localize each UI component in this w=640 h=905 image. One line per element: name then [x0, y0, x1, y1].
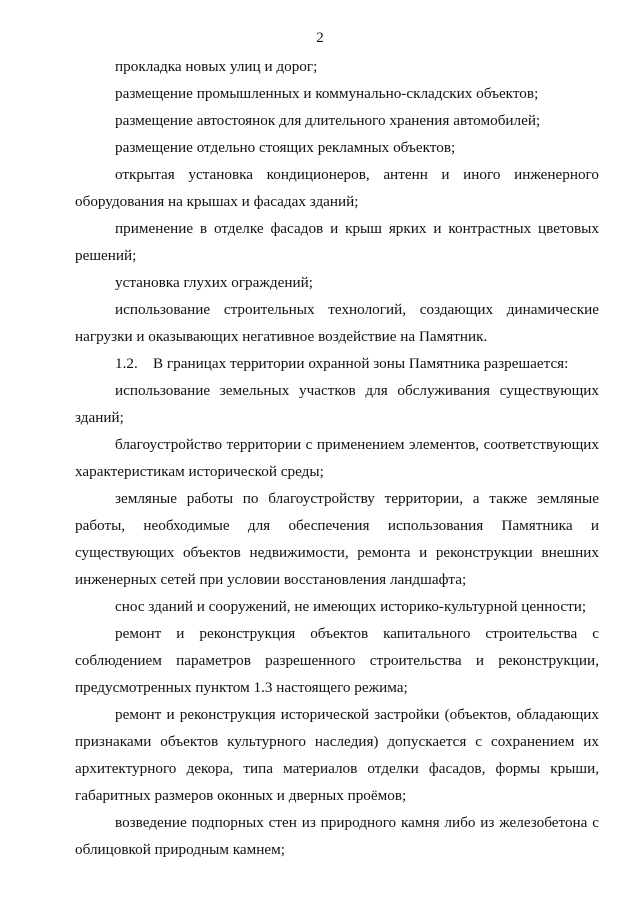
section-heading-1-2: 1.2. В границах территории охранной зоны Памятника разрешается:: [115, 355, 569, 372]
paragraph-historic-buildings: ремонт и реконструкция исторической застройки (объектов, обладающих признаками объектов культурного наследия) допускается с сохранением их архитектурного декора, типа материалов отделки фасадов, формы крыши, габаритных размеров оконных и дверных проёмов;: [75, 706, 599, 804]
paragraph-parking: размещение автостоянок для длительного хранения автомобилей;: [115, 112, 541, 129]
paragraph-landscaping: благоустройство территории с применением элементов, соответствующих характеристикам исторической среды;: [75, 436, 599, 480]
paragraph-demolition: снос зданий и сооружений, не имеющих историко-культурной ценности;: [115, 598, 587, 615]
paragraph-retaining-walls: возведение подпорных стен из природного камня либо из железобетона с облицовкой природным камнем;: [75, 814, 599, 858]
paragraph-earthworks: земляные работы по благоустройству территории, а также земляные работы, необходимые для обеспечения использования Памятника и существующих объектов недвижимости, ремонта и реконструкции внешних инженерных сетей при условии восстановления ландшафта;: [75, 490, 599, 588]
document-body: [75, 53, 599, 863]
paragraph-construction-technologies: использование строительных технологий, создающих динамические нагрузки и оказывающих негативное воздействие на Памятник.: [75, 301, 599, 345]
paragraph-new-streets: прокладка новых улиц и дорог;: [115, 58, 318, 75]
paragraph-air-conditioners: открытая установка кондиционеров, антенн и иного инженерного оборудования на крышах и фасадах зданий;: [75, 166, 599, 210]
paragraph-solid-fences: установка глухих ограждений;: [115, 274, 313, 291]
page-number: 2: [316, 30, 324, 46]
paragraph-advertising: размещение отдельно стоящих рекламных объектов;: [115, 139, 456, 156]
paragraph-capital-repair: ремонт и реконструкция объектов капитального строительства с соблюдением параметров разрешенного строительства и реконструкции, предусмотренных пунктом 1.3 настоящего режима;: [75, 625, 599, 696]
paragraph-bright-colors: применение в отделке фасадов и крыш ярких и контрастных цветовых решений;: [75, 220, 599, 264]
paragraph-land-use: использование земельных участков для обслуживания существующих зданий;: [75, 382, 599, 426]
paragraph-industrial-objects: размещение промышленных и коммунально-складских объектов;: [115, 85, 539, 102]
